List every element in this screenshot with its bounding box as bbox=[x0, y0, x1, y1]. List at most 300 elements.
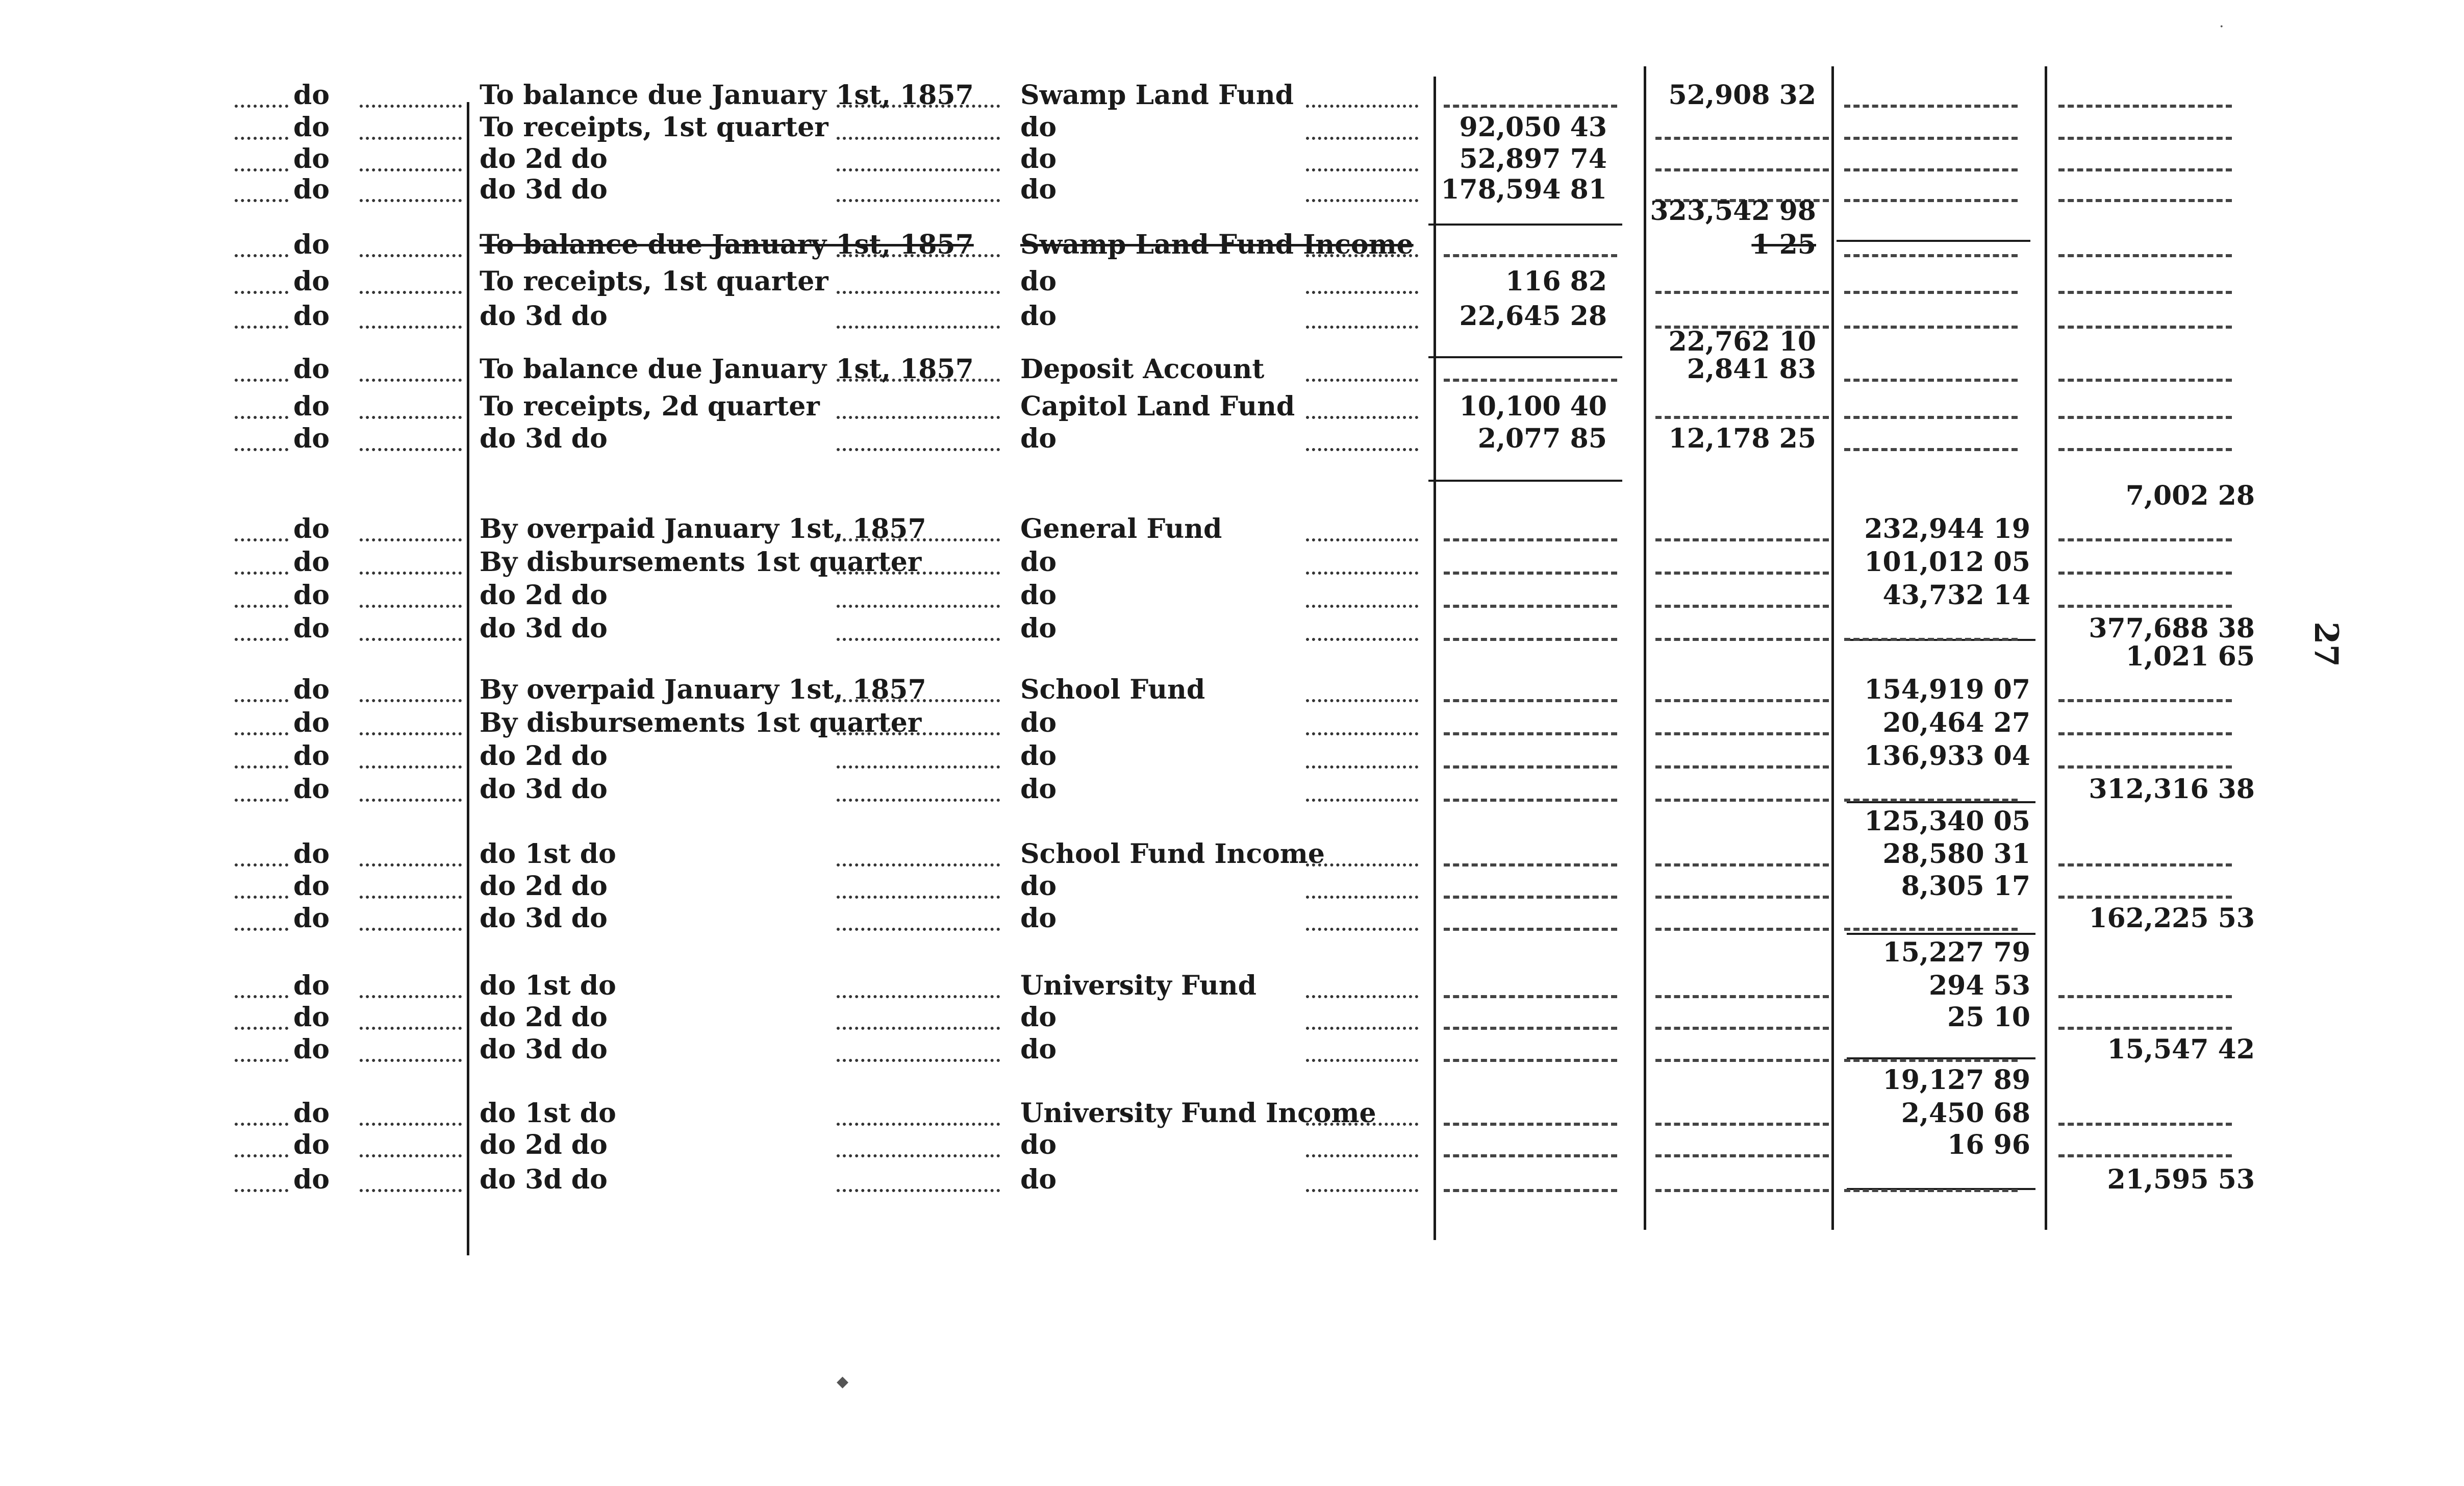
empty-column-dash bbox=[1844, 448, 2018, 451]
empty-column-dash bbox=[1444, 538, 1617, 541]
date-leader bbox=[235, 105, 288, 108]
row-leader bbox=[1306, 928, 1418, 931]
row-fund: do bbox=[1020, 1164, 1057, 1195]
empty-column-dash bbox=[1655, 1027, 1829, 1030]
date-leader bbox=[360, 448, 462, 451]
row-description: To balance due January 1st, 1857 bbox=[480, 80, 974, 111]
row-description: do 3d do bbox=[480, 301, 608, 332]
empty-column-dash bbox=[1844, 326, 2018, 329]
empty-column-dash bbox=[1844, 168, 2018, 171]
empty-column-dash bbox=[1844, 638, 2018, 641]
row-description: To balance due January 1st, 1857 bbox=[480, 229, 974, 260]
amount-col1: 10,100 40 bbox=[1459, 391, 1607, 422]
amount-col3: 15,227 79 bbox=[1882, 937, 2030, 968]
row-description: To balance due January 1st, 1857 bbox=[480, 354, 974, 385]
ink-speck: ◆ bbox=[837, 1373, 849, 1391]
date-leader bbox=[235, 168, 288, 171]
date-leader bbox=[235, 1189, 288, 1192]
total-rule bbox=[1428, 356, 1622, 358]
row-fund: University Fund Income bbox=[1020, 1098, 1376, 1129]
empty-column-dash bbox=[1655, 137, 1829, 140]
row-leader bbox=[837, 538, 1000, 541]
row-leader bbox=[837, 1189, 1000, 1192]
date-leader bbox=[235, 199, 288, 202]
row-description: To receipts, 1st quarter bbox=[480, 266, 828, 297]
empty-column-dash bbox=[2058, 326, 2232, 329]
row-leader bbox=[1306, 863, 1418, 866]
row-leader bbox=[837, 1123, 1000, 1126]
row-leader bbox=[837, 1059, 1000, 1062]
date-leader bbox=[235, 928, 288, 931]
amount-col2: 323,542 98 bbox=[1650, 195, 1816, 227]
row-description: By disbursements 1st quarter bbox=[480, 707, 922, 738]
row-fund: School Fund bbox=[1020, 674, 1205, 705]
date-leader bbox=[235, 291, 288, 294]
row-fund: do bbox=[1020, 740, 1057, 772]
date-leader bbox=[360, 254, 462, 257]
row-fund: do bbox=[1020, 143, 1057, 175]
date-leader bbox=[360, 896, 462, 899]
empty-column-dash bbox=[2058, 605, 2232, 608]
row-fund: Capitol Land Fund bbox=[1020, 391, 1295, 422]
total-rule bbox=[1847, 933, 2035, 935]
row-date: do bbox=[293, 613, 330, 644]
date-leader bbox=[235, 995, 288, 998]
row-leader bbox=[837, 732, 1000, 735]
empty-column-dash bbox=[2058, 896, 2232, 899]
row-description: do 3d do bbox=[480, 1164, 608, 1195]
row-leader bbox=[1306, 799, 1418, 802]
date-leader bbox=[360, 1123, 462, 1126]
empty-column-dash bbox=[2058, 1027, 2232, 1030]
row-date: do bbox=[293, 80, 330, 111]
empty-column-dash bbox=[1655, 605, 1829, 608]
date-leader bbox=[360, 799, 462, 802]
empty-column-dash bbox=[1444, 1059, 1617, 1062]
total-rule bbox=[1428, 480, 1622, 482]
ink-speck: · bbox=[2219, 18, 2224, 36]
date-leader bbox=[235, 1154, 288, 1157]
amount-col1: 2,077 85 bbox=[1477, 423, 1607, 454]
row-leader bbox=[1306, 732, 1418, 735]
date-leader bbox=[235, 765, 288, 769]
empty-column-dash bbox=[2058, 137, 2232, 140]
empty-column-dash bbox=[1655, 1154, 1829, 1157]
date-leader bbox=[360, 1059, 462, 1062]
row-description: do 1st do bbox=[480, 970, 616, 1001]
date-leader bbox=[235, 732, 288, 735]
row-description: do 2d do bbox=[480, 1002, 608, 1033]
empty-column-dash bbox=[1655, 699, 1829, 702]
row-leader bbox=[1306, 765, 1418, 769]
empty-column-dash bbox=[1655, 863, 1829, 866]
empty-column-dash bbox=[1844, 1189, 2018, 1192]
amount-col3: 8,305 17 bbox=[1901, 871, 2030, 902]
date-leader bbox=[235, 1027, 288, 1030]
empty-column-dash bbox=[1655, 168, 1829, 171]
row-description: do 2d do bbox=[480, 143, 608, 175]
empty-column-dash bbox=[2058, 199, 2232, 202]
row-leader bbox=[837, 605, 1000, 608]
date-leader bbox=[360, 1027, 462, 1030]
column-rule-date bbox=[467, 102, 469, 1255]
row-fund: do bbox=[1020, 707, 1057, 738]
empty-column-dash bbox=[1444, 765, 1617, 769]
row-leader bbox=[837, 799, 1000, 802]
empty-column-dash bbox=[2058, 1123, 2232, 1126]
empty-column-dash bbox=[1444, 896, 1617, 899]
row-leader bbox=[1306, 199, 1418, 202]
amount-col3: 19,127 89 bbox=[1882, 1064, 2030, 1096]
empty-column-dash bbox=[1655, 572, 1829, 575]
row-fund: do bbox=[1020, 301, 1057, 332]
date-leader bbox=[360, 105, 462, 108]
amount-col3: 20,464 27 bbox=[1882, 707, 2030, 738]
row-leader bbox=[837, 137, 1000, 140]
empty-column-dash bbox=[1444, 1189, 1617, 1192]
empty-column-dash bbox=[2058, 863, 2232, 866]
row-date: do bbox=[293, 1164, 330, 1195]
date-leader bbox=[235, 638, 288, 641]
amount-col3: 43,732 14 bbox=[1882, 580, 2030, 611]
date-leader bbox=[235, 448, 288, 451]
amount-col4: 162,225 53 bbox=[2089, 903, 2255, 934]
date-leader bbox=[360, 1154, 462, 1157]
amount-col1: 22,645 28 bbox=[1459, 301, 1607, 332]
row-leader bbox=[1306, 168, 1418, 171]
row-fund: School Fund Income bbox=[1020, 838, 1325, 870]
empty-column-dash bbox=[1844, 1059, 2018, 1062]
empty-column-dash bbox=[1655, 928, 1829, 931]
amount-col3: 28,580 31 bbox=[1882, 838, 2030, 870]
empty-column-dash bbox=[1444, 1154, 1617, 1157]
amount-col4: 21,595 53 bbox=[2107, 1164, 2255, 1195]
row-date: do bbox=[293, 354, 330, 385]
row-fund: do bbox=[1020, 1129, 1057, 1160]
row-leader bbox=[1306, 105, 1418, 108]
row-leader bbox=[837, 254, 1000, 257]
empty-column-dash bbox=[2058, 416, 2232, 419]
column-rule-fund bbox=[1434, 77, 1436, 1240]
empty-column-dash bbox=[1844, 105, 2018, 108]
empty-column-dash bbox=[1655, 638, 1829, 641]
row-date: do bbox=[293, 774, 330, 805]
amount-col3: 25 10 bbox=[1947, 1002, 2030, 1033]
row-leader bbox=[837, 928, 1000, 931]
empty-column-dash bbox=[1444, 995, 1617, 998]
row-leader bbox=[837, 572, 1000, 575]
row-description: To receipts, 1st quarter bbox=[480, 112, 828, 143]
row-description: do 1st do bbox=[480, 1098, 616, 1129]
row-description: do 2d do bbox=[480, 871, 608, 902]
amount-col3: 16 96 bbox=[1947, 1129, 2030, 1160]
row-leader bbox=[1306, 416, 1418, 419]
amount-col1: 52,897 74 bbox=[1459, 143, 1607, 175]
row-leader bbox=[837, 765, 1000, 769]
empty-column-dash bbox=[2058, 168, 2232, 171]
date-leader bbox=[360, 863, 462, 866]
row-date: do bbox=[293, 112, 330, 143]
row-date: do bbox=[293, 1098, 330, 1129]
row-date: do bbox=[293, 266, 330, 297]
empty-column-dash bbox=[1444, 1123, 1617, 1126]
row-date: do bbox=[293, 970, 330, 1001]
row-fund: do bbox=[1020, 547, 1057, 578]
empty-column-dash bbox=[1655, 732, 1829, 735]
date-leader bbox=[360, 765, 462, 769]
empty-column-dash bbox=[1444, 799, 1617, 802]
date-leader bbox=[360, 732, 462, 735]
row-description: do 2d do bbox=[480, 1129, 608, 1160]
date-leader bbox=[235, 1059, 288, 1062]
date-leader bbox=[360, 572, 462, 575]
amount-col1: 92,050 43 bbox=[1459, 112, 1607, 143]
date-leader bbox=[235, 137, 288, 140]
row-date: do bbox=[293, 301, 330, 332]
row-leader bbox=[1306, 1027, 1418, 1030]
row-date: do bbox=[293, 1002, 330, 1033]
amount-col3: 294 53 bbox=[1928, 970, 2030, 1001]
date-leader bbox=[235, 326, 288, 329]
row-fund: do bbox=[1020, 266, 1057, 297]
row-leader bbox=[837, 638, 1000, 641]
row-description: do 3d do bbox=[480, 1034, 608, 1065]
row-fund: do bbox=[1020, 1002, 1057, 1033]
empty-column-dash bbox=[1444, 572, 1617, 575]
row-date: do bbox=[293, 871, 330, 902]
row-leader bbox=[837, 448, 1000, 451]
empty-column-dash bbox=[1444, 638, 1617, 641]
row-leader bbox=[837, 379, 1000, 382]
amount-col4: 7,002 28 bbox=[2125, 480, 2255, 511]
row-fund: do bbox=[1020, 112, 1057, 143]
row-date: do bbox=[293, 423, 330, 454]
row-fund: do bbox=[1020, 871, 1057, 902]
row-leader bbox=[1306, 291, 1418, 294]
date-leader bbox=[235, 799, 288, 802]
empty-column-dash bbox=[2058, 448, 2232, 451]
empty-column-dash bbox=[1655, 1189, 1829, 1192]
row-date: do bbox=[293, 1129, 330, 1160]
date-leader bbox=[360, 605, 462, 608]
row-leader bbox=[1306, 448, 1418, 451]
row-description: do 2d do bbox=[480, 740, 608, 772]
row-fund: do bbox=[1020, 423, 1057, 454]
empty-column-dash bbox=[1655, 538, 1829, 541]
empty-column-dash bbox=[1444, 379, 1617, 382]
row-fund: do bbox=[1020, 580, 1057, 611]
row-leader bbox=[1306, 538, 1418, 541]
date-leader bbox=[235, 699, 288, 702]
row-leader bbox=[1306, 995, 1418, 998]
empty-column-dash bbox=[1444, 605, 1617, 608]
row-fund: do bbox=[1020, 774, 1057, 805]
date-leader bbox=[360, 995, 462, 998]
date-leader bbox=[360, 928, 462, 931]
amount-col4: 377,688 38 bbox=[2089, 613, 2255, 644]
date-leader bbox=[360, 326, 462, 329]
empty-column-dash bbox=[1655, 995, 1829, 998]
date-leader bbox=[235, 254, 288, 257]
empty-column-dash bbox=[2058, 105, 2232, 108]
row-leader bbox=[837, 863, 1000, 866]
amount-col2: 52,908 32 bbox=[1668, 80, 1816, 111]
amount-col3: 125,340 05 bbox=[1864, 806, 2030, 837]
row-fund: General Fund bbox=[1020, 513, 1222, 544]
row-description: To receipts, 2d quarter bbox=[480, 391, 820, 422]
date-leader bbox=[360, 199, 462, 202]
empty-column-dash bbox=[2058, 291, 2232, 294]
total-rule bbox=[1837, 240, 2030, 242]
amount-col2: 2,841 83 bbox=[1687, 354, 1816, 385]
row-leader bbox=[837, 291, 1000, 294]
empty-column-dash bbox=[1444, 732, 1617, 735]
row-date: do bbox=[293, 740, 330, 772]
row-leader bbox=[1306, 1154, 1418, 1157]
row-description: By disbursements 1st quarter bbox=[480, 547, 922, 578]
row-leader bbox=[1306, 137, 1418, 140]
empty-column-dash bbox=[1444, 1027, 1617, 1030]
empty-column-dash bbox=[1844, 379, 2018, 382]
amount-col4: 1,021 65 bbox=[2125, 641, 2255, 672]
date-leader bbox=[235, 572, 288, 575]
date-leader bbox=[235, 416, 288, 419]
empty-column-dash bbox=[2058, 699, 2232, 702]
empty-column-dash bbox=[1655, 416, 1829, 419]
row-fund: Swamp Land Fund bbox=[1020, 80, 1294, 111]
row-leader bbox=[837, 896, 1000, 899]
empty-column-dash bbox=[1844, 254, 2018, 257]
date-leader bbox=[360, 538, 462, 541]
row-leader bbox=[837, 199, 1000, 202]
row-description: do 3d do bbox=[480, 903, 608, 934]
column-rule-c3 bbox=[1831, 66, 1834, 1230]
row-fund: do bbox=[1020, 174, 1057, 205]
empty-column-dash bbox=[1844, 928, 2018, 931]
row-date: do bbox=[293, 229, 330, 260]
row-description: By overpaid January 1st, 1857 bbox=[480, 513, 926, 544]
date-leader bbox=[360, 1189, 462, 1192]
empty-column-dash bbox=[1844, 291, 2018, 294]
date-leader bbox=[360, 638, 462, 641]
row-leader bbox=[1306, 605, 1418, 608]
row-leader bbox=[837, 1154, 1000, 1157]
amount-col1: 178,594 81 bbox=[1441, 174, 1607, 205]
row-date: do bbox=[293, 547, 330, 578]
row-leader bbox=[837, 326, 1000, 329]
row-description: do 3d do bbox=[480, 174, 608, 205]
date-leader bbox=[235, 896, 288, 899]
empty-column-dash bbox=[2058, 379, 2232, 382]
row-leader bbox=[837, 416, 1000, 419]
row-fund: Swamp Land Fund Income bbox=[1020, 229, 1414, 260]
empty-column-dash bbox=[1444, 863, 1617, 866]
row-date: do bbox=[293, 707, 330, 738]
row-leader bbox=[1306, 326, 1418, 329]
row-date: do bbox=[293, 674, 330, 705]
amount-col3: 232,944 19 bbox=[1864, 513, 2030, 544]
date-leader bbox=[235, 1123, 288, 1126]
empty-column-dash bbox=[1444, 105, 1617, 108]
row-fund: do bbox=[1020, 1034, 1057, 1065]
total-rule bbox=[1428, 224, 1622, 226]
row-date: do bbox=[293, 903, 330, 934]
empty-column-dash bbox=[1444, 928, 1617, 931]
row-leader bbox=[1306, 638, 1418, 641]
amount-col3: 136,933 04 bbox=[1864, 740, 2030, 772]
page-number: 27 bbox=[2307, 621, 2346, 667]
row-leader bbox=[837, 105, 1000, 108]
column-rule-c2 bbox=[1644, 66, 1646, 1230]
amount-col2: 1 25 bbox=[1751, 229, 1816, 260]
row-fund: do bbox=[1020, 903, 1057, 934]
amount-col1: 116 82 bbox=[1505, 266, 1607, 297]
date-leader bbox=[235, 863, 288, 866]
empty-column-dash bbox=[2058, 1154, 2232, 1157]
date-leader bbox=[235, 538, 288, 541]
row-description: do 3d do bbox=[480, 613, 608, 644]
row-date: do bbox=[293, 513, 330, 544]
row-leader bbox=[1306, 1123, 1418, 1126]
amount-col2: 12,178 25 bbox=[1668, 423, 1816, 454]
date-leader bbox=[360, 291, 462, 294]
amount-col3: 101,012 05 bbox=[1864, 547, 2030, 578]
row-description: do 2d do bbox=[480, 580, 608, 611]
empty-column-dash bbox=[1444, 699, 1617, 702]
row-description: do 3d do bbox=[480, 423, 608, 454]
empty-column-dash bbox=[1444, 254, 1617, 257]
row-fund: Deposit Account bbox=[1020, 354, 1265, 385]
empty-column-dash bbox=[2058, 572, 2232, 575]
row-fund: do bbox=[1020, 613, 1057, 644]
row-leader bbox=[837, 168, 1000, 171]
row-description: By overpaid January 1st, 1857 bbox=[480, 674, 926, 705]
row-description: do 1st do bbox=[480, 838, 616, 870]
empty-column-dash bbox=[2058, 765, 2232, 769]
row-leader bbox=[1306, 254, 1418, 257]
empty-column-dash bbox=[1655, 1123, 1829, 1126]
amount-col4: 312,316 38 bbox=[2089, 774, 2255, 805]
date-leader bbox=[360, 168, 462, 171]
amount-col3: 154,919 07 bbox=[1864, 674, 2030, 705]
empty-column-dash bbox=[1844, 799, 2018, 802]
empty-column-dash bbox=[2058, 538, 2232, 541]
row-fund: University Fund bbox=[1020, 970, 1256, 1001]
row-leader bbox=[837, 1027, 1000, 1030]
row-leader bbox=[1306, 572, 1418, 575]
amount-col2: 22,762 10 bbox=[1668, 326, 1816, 357]
date-leader bbox=[360, 699, 462, 702]
date-leader bbox=[360, 379, 462, 382]
row-date: do bbox=[293, 391, 330, 422]
row-leader bbox=[1306, 1059, 1418, 1062]
row-leader bbox=[1306, 699, 1418, 702]
empty-column-dash bbox=[1655, 291, 1829, 294]
row-leader bbox=[1306, 379, 1418, 382]
empty-column-dash bbox=[1655, 799, 1829, 802]
row-leader bbox=[837, 699, 1000, 702]
amount-col4: 15,547 42 bbox=[2107, 1034, 2255, 1065]
row-leader bbox=[1306, 1189, 1418, 1192]
row-date: do bbox=[293, 174, 330, 205]
empty-column-dash bbox=[1655, 765, 1829, 769]
row-leader bbox=[837, 995, 1000, 998]
empty-column-dash bbox=[2058, 254, 2232, 257]
empty-column-dash bbox=[1844, 137, 2018, 140]
row-date: do bbox=[293, 1034, 330, 1065]
row-leader bbox=[1306, 896, 1418, 899]
empty-column-dash bbox=[2058, 995, 2232, 998]
